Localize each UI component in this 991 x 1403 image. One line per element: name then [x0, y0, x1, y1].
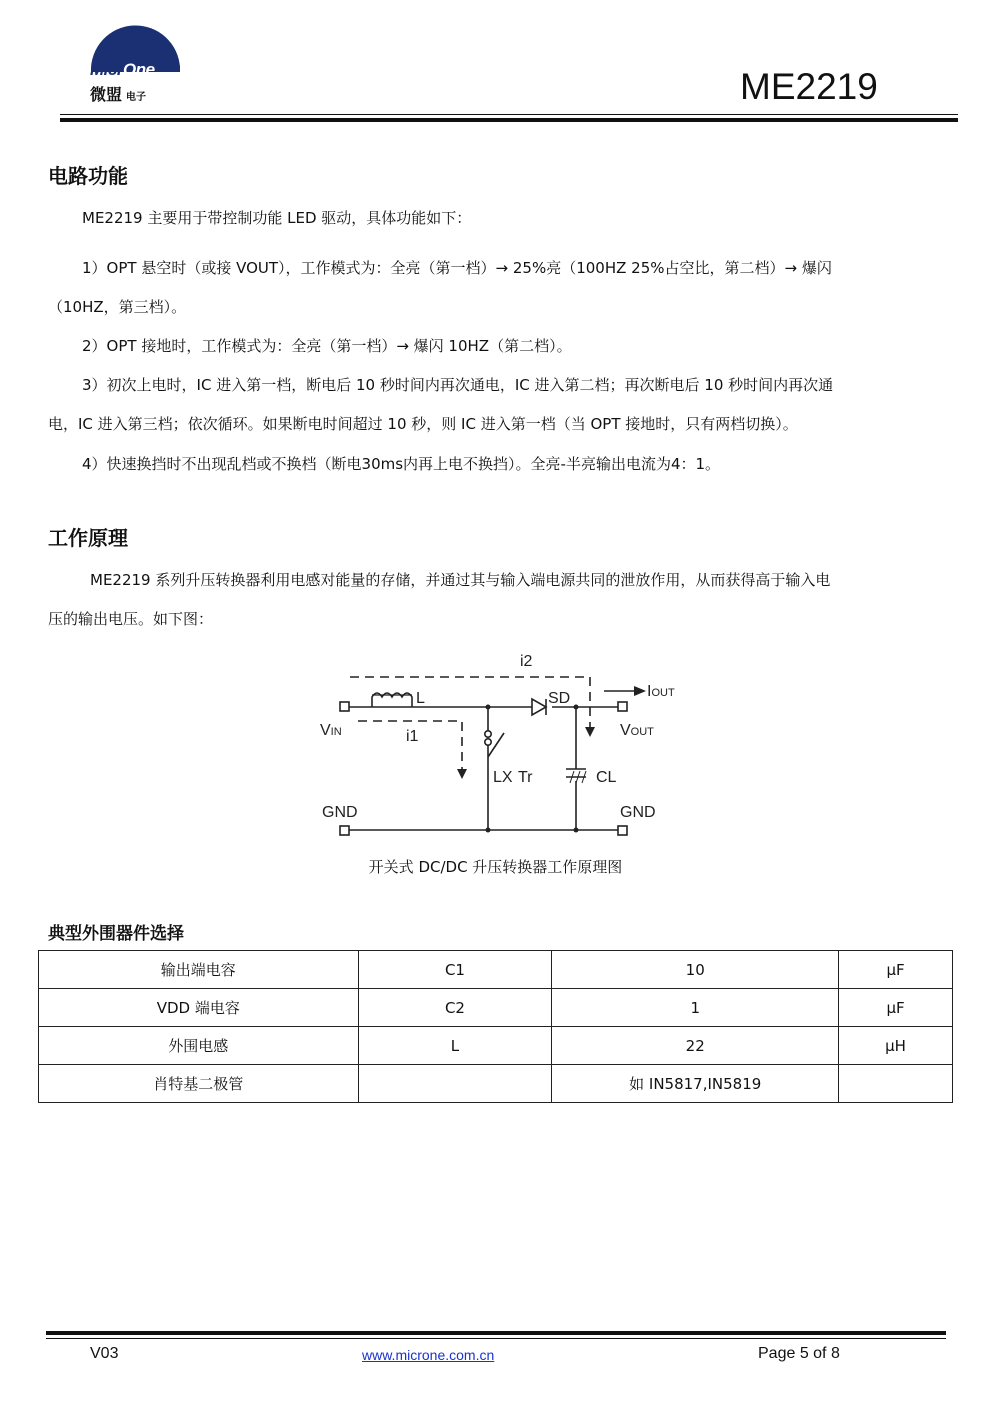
table-row [39, 989, 953, 1027]
label-diode: SD [548, 690, 571, 707]
label-gnd-left: GND [322, 804, 358, 821]
table-row [39, 1027, 953, 1065]
footer-version: V03 [90, 1345, 119, 1362]
section-title-circuit-function: 电路功能 [48, 164, 128, 188]
component-table [38, 950, 953, 1103]
item4-text: 4）快速换挡时不出现乱档或不换档（断电30ms内再上电不换挡）。全亮-半亮输出电流为4：1。 [82, 455, 721, 473]
item1-line2: （10HZ，第三档）。 [48, 298, 187, 316]
label-vout: VOUT [620, 722, 654, 739]
label-inductor: L [416, 690, 425, 707]
principle-line1: ME2219 系列升压转换器利用电感对能量的存储，并通过其与输入端电源共同的泄放作用，从而获得高于输入电 [90, 571, 831, 589]
cell-unit [839, 1065, 953, 1103]
cell-value: 10 [552, 951, 839, 989]
table-row [39, 951, 953, 989]
cell-name: 外围电感 [39, 1027, 359, 1065]
iout-arrowhead [634, 686, 646, 696]
i2-arrowhead [585, 727, 595, 737]
footer-rule-thin [46, 1338, 946, 1339]
gnd-right-terminal [618, 826, 627, 835]
header-rule-thick [60, 118, 958, 122]
cell-value: 如 IN5817,IN5819 [552, 1065, 839, 1103]
cell-unit: μF [839, 951, 953, 989]
cell-ref [358, 1065, 552, 1103]
switch-contact-bottom [485, 739, 491, 745]
cell-ref: L [358, 1027, 552, 1065]
label-gnd-right: GND [620, 804, 656, 821]
boost-converter-diagram [300, 645, 700, 850]
label-i1: i1 [406, 728, 419, 745]
label-i2: i2 [520, 653, 533, 670]
label-lx: LX [493, 769, 513, 786]
vout-terminal [618, 702, 627, 711]
switch-contact-top [485, 731, 491, 737]
item3-line1: 3）初次上电时，IC 进入第一档，断电后 10 秒时间内再次通电，IC 进入第二档；再次断电后 10 秒时间内再次通 [82, 376, 834, 394]
item1-line1: 1）OPT 悬空时（或接 VOUT），工作模式为：全亮（第一档）→ 25%亮（100HZ 25%占空比，第二档）→ 爆闪 [82, 259, 832, 277]
item3-line2: 电，IC 进入第三档；依次循环。如果断电时间超过 10 秒，则 IC 进入第一档（当 OPT 接地时，只有两档切换）。 [48, 415, 798, 433]
cell-ref: C1 [358, 951, 552, 989]
cell-ref: C2 [358, 989, 552, 1027]
junction-switch-bottom [486, 828, 491, 833]
table-row [39, 1065, 953, 1103]
cell-unit: μF [839, 989, 953, 1027]
junction-cap-bottom [574, 828, 579, 833]
gnd-left-terminal [340, 826, 349, 835]
logo-chinese-name: 微盟 电子 [90, 85, 147, 104]
junction-switch-top [486, 705, 491, 710]
logo-wordmark: MicrOne [90, 60, 155, 79]
section-title-working-principle: 工作原理 [48, 526, 128, 550]
junction-cap-top [574, 705, 579, 710]
cell-name: 输出端电容 [39, 951, 359, 989]
label-iout: IOUT [647, 683, 675, 700]
vin-terminal [340, 702, 349, 711]
diode-symbol [532, 699, 546, 715]
footer-website-link[interactable]: www.microne.com.cn [362, 1347, 495, 1363]
i1-arrowhead [457, 769, 467, 779]
header-rule-thin [60, 114, 958, 115]
label-cl: CL [596, 769, 617, 786]
cell-name: VDD 端电容 [39, 989, 359, 1027]
section-title-components: 典型外围器件选择 [48, 924, 184, 944]
cell-unit: μH [839, 1027, 953, 1065]
item2-text: 2）OPT 接地时，工作模式为：全亮（第一档）→ 爆闪 10HZ（第二档）。 [82, 337, 572, 355]
cell-value: 1 [552, 989, 839, 1027]
footer-page-number: Page 5 of 8 [758, 1345, 840, 1362]
cell-value: 22 [552, 1027, 839, 1065]
model-number: ME2219 [740, 66, 878, 107]
principle-line2: 压的输出电压。如下图： [48, 610, 214, 628]
label-transistor: Tr [518, 769, 533, 786]
footer-rule-thick [46, 1331, 946, 1335]
intro-text: ME2219 主要用于带控制功能 LED 驱动，具体功能如下： [82, 209, 472, 227]
diagram-caption: 开关式 DC/DC 升压转换器工作原理图 [368, 858, 623, 876]
cell-name: 肖特基二极管 [39, 1065, 359, 1103]
label-vin: VIN [320, 722, 342, 739]
